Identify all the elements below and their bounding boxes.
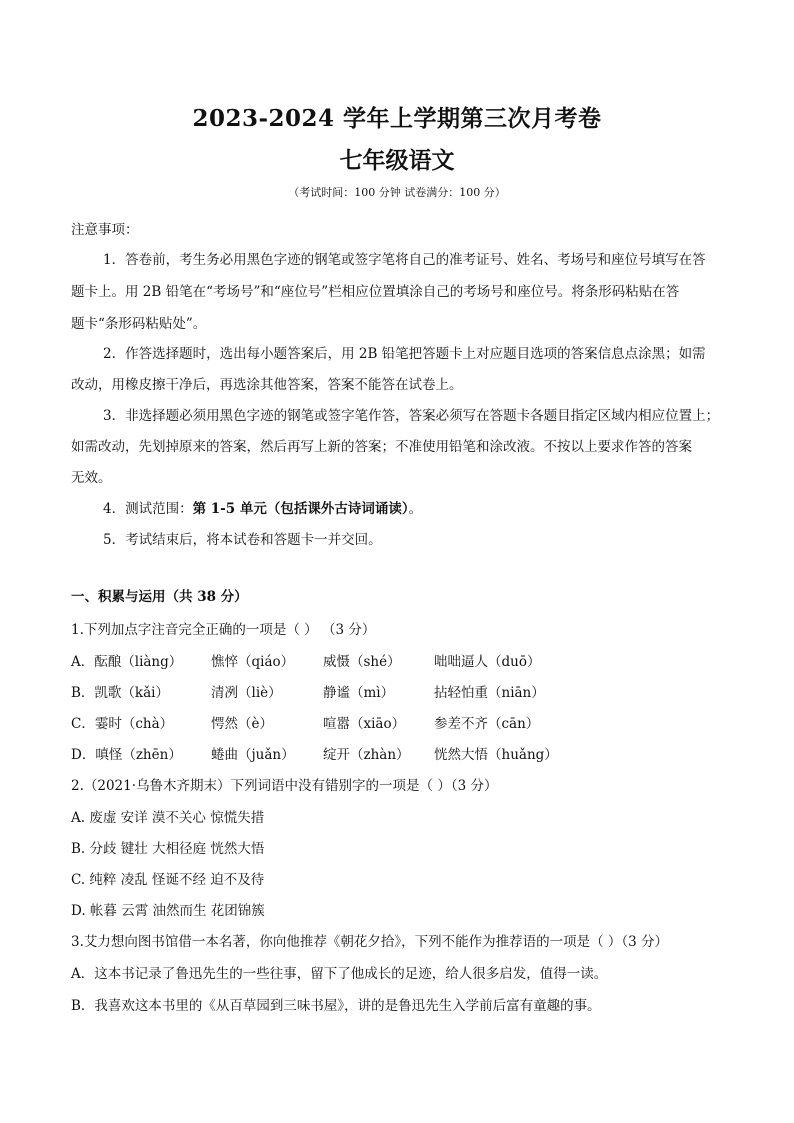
q1-option-a-2: 憔悴（qiáo） xyxy=(211,654,295,670)
q2-option: A. 废虚 安详 漠不关心 惊慌失措 xyxy=(71,810,265,826)
notice-line: 无效。 xyxy=(71,470,112,486)
q1-option-b-4: 拈轻怕重（niān） xyxy=(434,685,545,701)
q1-option-c-3: 喧嚣（xiāo） xyxy=(323,716,406,732)
q1-option-d-1: D．嗔怪（zhēn） xyxy=(71,747,182,763)
q2-option: D. 帐暮 云霄 油然而生 花团锦簇 xyxy=(71,903,265,919)
section-heading: 一、积累与运用（共 38 分） xyxy=(71,589,248,605)
exam-subtitle: 七年级语文 xyxy=(339,147,455,174)
q1-option-c-4: 参差不齐（cān） xyxy=(434,716,540,732)
notice-line: 题卡“条形码粘贴处”。 xyxy=(71,316,207,332)
exam-meta: （考试时间：100 分钟 试卷满分：100 分） xyxy=(288,186,506,199)
notice-line-scope xyxy=(103,497,422,517)
notice-line: 题卡上。用 2B 铅笔在“考场号”和“座位号”栏相应位置填涂自己的考场号和座位号。将条形码粘贴在答 xyxy=(71,284,680,300)
question-1-stem: 1.下列加点字注音完全正确的一项是（ ） （3 分） xyxy=(71,622,376,638)
q1-option-a-4: 咄咄逼人（duō） xyxy=(434,654,541,670)
notice-line: 3．非选择题必须用黑色字迹的钢笔或签字笔作答，答案必须写在答题卡各题目指定区域内相应位置上； xyxy=(103,408,720,424)
q1-option-a-3: 威慑（shé） xyxy=(323,654,401,670)
q2-option: C. 纯粹 凌乱 怪诞不经 迫不及待 xyxy=(71,872,265,888)
q1-option-d-3: 绽开（zhàn） xyxy=(323,747,410,763)
notice-line: 2．作答选择题时，选出每小题答案后，用 2B 铅笔把答题卡上对应题目选项的答案信息点涂黑；如需 xyxy=(103,346,706,362)
scope-value: 第 1-5 单元（包括课外古诗词诵读） xyxy=(192,501,409,517)
question-3-stem: 3.艾力想向图书馆借一本名著，你向他推荐《朝花夕拾》，下列不能作为推荐语的一项是（ ）（3 分） xyxy=(71,934,669,950)
notice-line: 改动，用橡皮擦干净后，再选涂其他答案，答案不能答在试卷上。 xyxy=(71,377,463,393)
scope-end: 。 xyxy=(408,501,423,517)
q3-option: A．这本书记录了鲁迅先生的一些往事，留下了他成长的足迹，给人很多启发，值得一读。 xyxy=(71,966,608,982)
q1-option-c-1: C．霎时（chà） xyxy=(71,716,174,732)
q1-option-d-2: 蜷曲（juǎn） xyxy=(211,747,295,763)
question-2-stem: 2.（2021·乌鲁木齐期末）下列词语中没有错别字的一项是（ ）（3 分） xyxy=(71,778,498,794)
q1-option-b-3: 静谧（mì） xyxy=(323,685,395,701)
notice-heading: 注意事项： xyxy=(71,222,139,238)
q2-option: B. 分歧 键壮 大相径庭 恍然大悟 xyxy=(71,841,265,857)
notice-line: 如需改动，先划掉原来的答案，然后再写上新的答案；不准使用铅笔和涂改液。不按以上要求作答的答案 xyxy=(71,439,692,455)
q3-option: B．我喜欢这本书里的《从百草园到三味书屋》，讲的是鲁迅先生入学前后富有童趣的事。 xyxy=(71,998,601,1014)
notice-line: 1．答卷前，考生务必用黑色字迹的钢笔或签字笔将自己的准考证号、姓名、考场号和座位号填写在答 xyxy=(103,252,706,268)
q1-option-d-4: 恍然大悟（huǎng） xyxy=(434,747,558,763)
scope-label: 4．测试范围： xyxy=(103,501,193,517)
q1-option-b-2: 清冽（liè） xyxy=(211,685,282,701)
q1-option-b-1: B．凯歌（kǎi） xyxy=(71,685,169,701)
q1-option-c-2: 愕然（è） xyxy=(211,716,273,732)
q1-option-a-1: A．酝酿（liàng） xyxy=(71,654,183,670)
notice-line: 5．考试结束后，将本试卷和答题卡一并交回。 xyxy=(103,532,382,548)
exam-title: 2023-2024 学年上学期第三次月考卷 xyxy=(192,105,602,132)
